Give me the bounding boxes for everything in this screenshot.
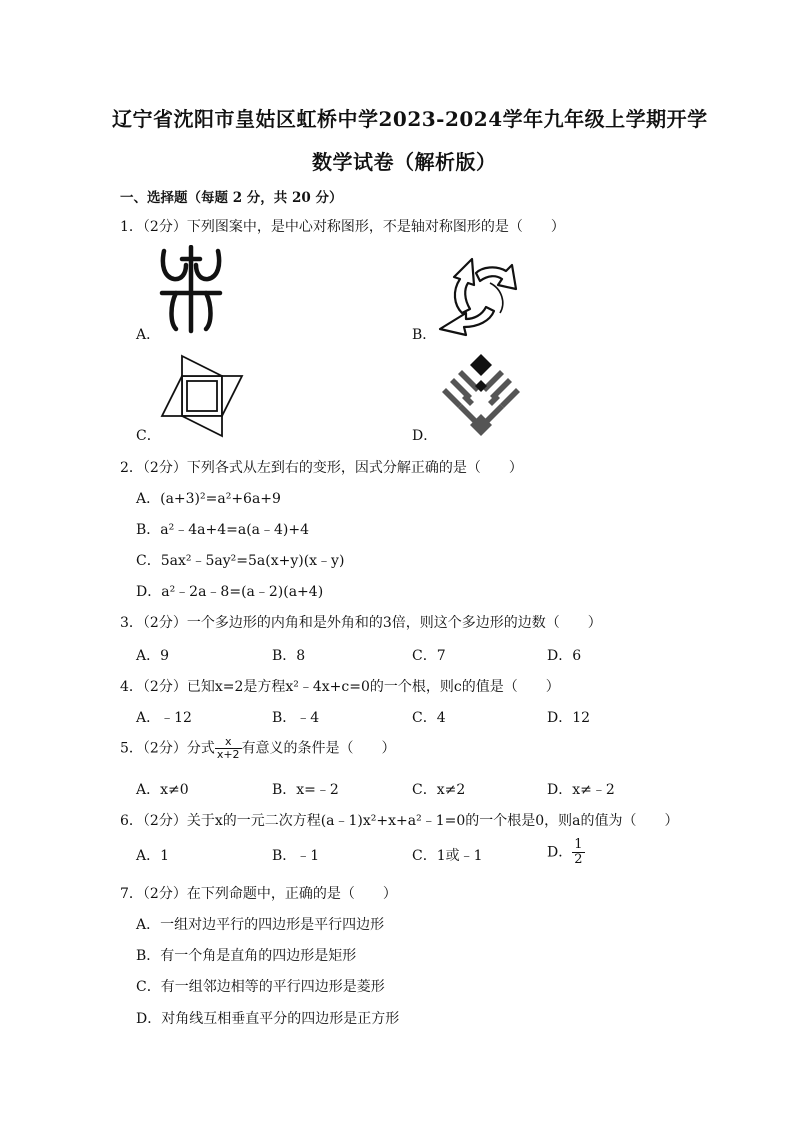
figure-b-arrows-icon [432,255,522,337]
question-3-option-d: D．6 [547,648,582,664]
question-6-option-c: C．1或﹣1 [412,848,483,864]
question-4-option-c: C．4 [412,710,446,726]
question-1-option-c: C． [136,428,161,444]
question-5-option-c: C．x≠2 [412,782,466,798]
question-6-stem: 6．（2分）关于x的一元二次方程(a﹣1)x²+x+a²﹣1=0的一个根是0，则a的值为（ ） [120,813,679,829]
question-5-fraction [215,736,242,761]
question-7-option-c: C．有一组邻边相等的平行四边形是菱形 [136,979,385,995]
question-7-option-d: D．对角线互相垂直平分的四边形是正方形 [136,1011,400,1027]
question-5-fraction-numerator: x [224,735,232,748]
question-5-option-a: A．x≠0 [136,782,189,798]
question-2-option-c: C．5ax²﹣5ay²=5a(x+y)(x﹣y) [136,553,345,569]
question-7-stem: 7．（2分）在下列命题中，正确的是（ ） [120,886,397,902]
question-4-option-b: B．﹣4 [272,710,320,726]
question-1-stem: 1．（2分）下列图案中，是中心对称图形，不是轴对称图形的是（ ） [120,219,565,235]
question-6-option-d-label: D． [547,844,573,861]
question-6-option-d-numerator: 1 [574,837,583,852]
section-heading: 一、选择题（每题 2 分，共 20 分） [120,190,343,206]
question-5-fraction-denominator: x+2 [216,748,240,761]
question-5-option-b: B．x=﹣2 [272,782,339,798]
question-4-stem: 4．（2分）已知x=2是方程x²﹣4x+c=0的一个根，则c的值是（ ） [120,679,560,695]
question-6-option-d-denominator: 2 [574,852,583,867]
question-6-option-d-fraction [572,838,584,867]
question-3-option-b: B．8 [272,648,306,664]
question-5-option-d: D．x≠﹣2 [547,782,615,798]
question-7-option-b: B．有一个角是直角的四边形是矩形 [136,948,357,964]
question-6-option-b: B．﹣1 [272,848,320,864]
question-6-option-a: A．1 [136,848,170,864]
question-5-stem [120,736,396,761]
question-2-option-a: A．(a+3)²=a²+6a+9 [136,491,281,507]
question-2-option-b: B．a²﹣4a+4=a(a﹣4)+4 [136,522,310,538]
question-3-option-a: A．9 [136,648,170,664]
question-5-stem-before: 5．（2分）分式 [120,740,215,757]
question-4-option-d: D．12 [547,710,591,726]
figure-a-character-icon [156,245,226,335]
question-4-option-a: A．﹣12 [136,710,192,726]
question-2-stem: 2．（2分）下列各式从左到右的变形，因式分解正确的是（ ） [120,460,523,476]
page-title-line2: 数学试卷（解析版） [312,150,497,174]
page-title-line1: 辽宁省沈阳市皇姑区虹桥中学2023-2024学年九年级上学期开学 [112,107,708,131]
question-6-option-d [547,838,585,867]
question-2-option-d: D．a²﹣2a﹣8=(a﹣2)(a+4) [136,584,324,600]
question-5-stem-after: 有意义的条件是（ ） [241,740,396,757]
figure-d-diamond-pattern-icon [436,352,526,438]
question-3-stem: 3．（2分）一个多边形的内角和是外角和的3倍，则这个多边形的边数（ ） [120,615,602,631]
question-1-option-b: B． [412,327,437,343]
question-1-option-a: A． [136,327,161,343]
figure-c-pinwheel-icon [160,354,246,438]
question-7-option-a: A．一组对边平行的四边形是平行四边形 [136,917,385,933]
question-1-option-d: D． [412,428,438,444]
question-3-option-c: C．7 [412,648,446,664]
